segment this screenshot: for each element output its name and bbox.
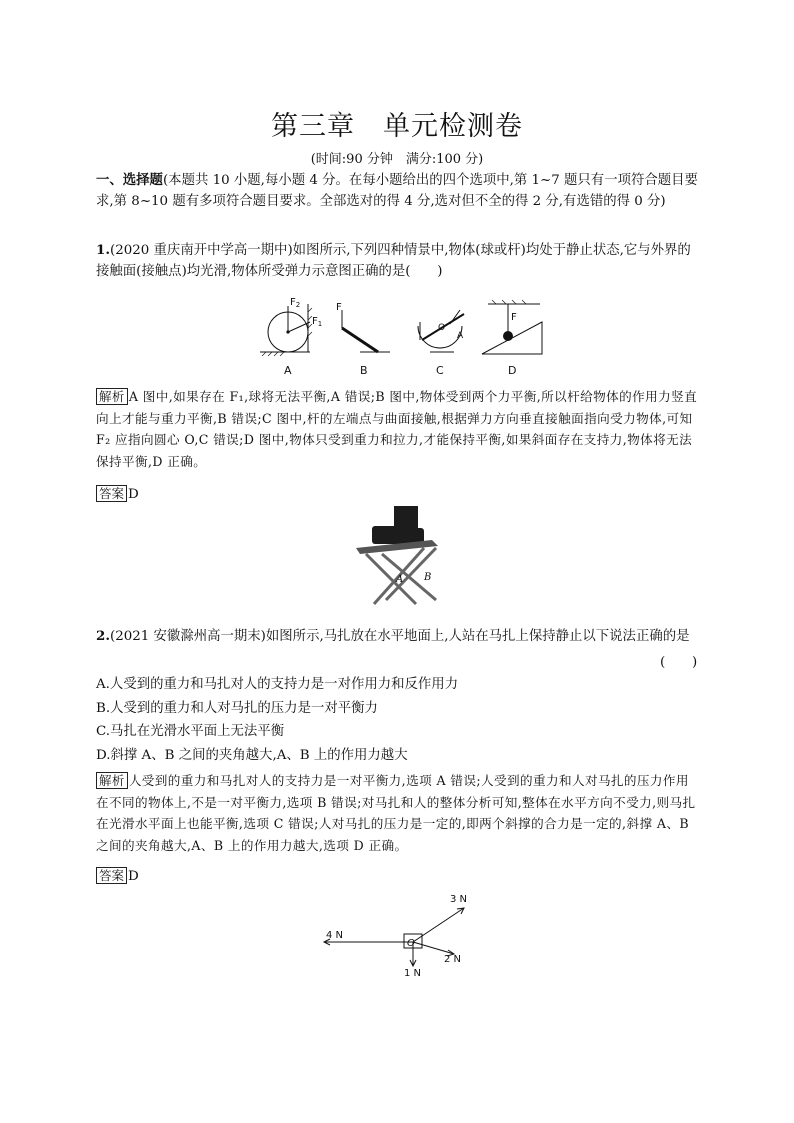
question-2-stem bbox=[96, 626, 700, 647]
answer-tag: 答案 bbox=[96, 867, 127, 884]
option-label: B bbox=[360, 364, 368, 377]
answer-paren: ( ) bbox=[660, 655, 698, 670]
strut-a-label: A bbox=[396, 574, 404, 585]
force-label: F bbox=[312, 316, 318, 327]
answer-value: D bbox=[128, 487, 139, 502]
svg-text:F2 bbox=[290, 297, 300, 309]
option-label: C bbox=[436, 364, 444, 377]
option-b: B.人受到的重力和人对马扎的压力是一对平衡力 bbox=[96, 701, 378, 716]
analysis-tag: 解析 bbox=[96, 772, 128, 789]
analysis-tag: 解析 bbox=[96, 388, 128, 405]
force-2n-label: 2 N bbox=[444, 954, 462, 965]
exam-info: (时间:90 分钟 满分:100 分) bbox=[310, 152, 484, 167]
force-3n-label: 3 N bbox=[450, 894, 468, 905]
force-label: F bbox=[290, 297, 296, 308]
section-text: (本题共 10 小题,每小题 4 分。在每小题给出的四个选项中,第 1~7 题只有一项符合题目要求,第 8~10 题有多项符合题目要求。全部选对的得 4 分,选对但不全的得 2 分,有选错的得 0 分) bbox=[96, 173, 698, 209]
answer-tag: 答案 bbox=[96, 485, 127, 502]
option-label: D bbox=[508, 364, 517, 377]
point-a-label: A bbox=[457, 331, 464, 341]
question-1-answer bbox=[96, 484, 700, 505]
question-1-figure bbox=[250, 296, 550, 378]
question-3-force-figure bbox=[318, 890, 478, 980]
hanging-ball bbox=[503, 331, 513, 341]
question-number: 2. bbox=[96, 628, 110, 644]
question-text: (2020 重庆南开中学高一期中)如图所示,下列四种情景中,物体(球或杆)均处于静止状态,它与外界的接触面(接触点)均光滑,物体所受弹力示意图正确的是( ) bbox=[96, 243, 691, 279]
option-d: D.斜撑 A、B 之间的夹角越大,A、B 上的作用力越大 bbox=[96, 748, 408, 763]
force-label: F bbox=[336, 302, 342, 313]
force-1n-label: 1 N bbox=[404, 968, 422, 979]
strut-b-label: B bbox=[424, 572, 432, 583]
analysis-text: A 图中,如果存在 F₁,球将无法平衡,A 错误;B 图中,物体受到两个力平衡,所以杆给物体的作用力竖直向上才能与重力平衡,B 错误;C 图中,杆的左端点与曲面接触,根据弹力方向垂直接触面指向受力物体,可知 F₂ 应指向圆心 O,C 错误;D 图中,物体只受到重力和拉力,才能保持平衡,如果斜面存在支持力,物体将无法保持平衡,D 正确。 bbox=[96, 389, 698, 469]
option-c: C.马扎在光滑水平面上无法平衡 bbox=[96, 724, 285, 739]
point-o-label: O bbox=[407, 938, 415, 949]
question-1-analysis bbox=[96, 386, 700, 472]
analysis-text: 人受到的重力和马扎对人的支持力是一对平衡力,选项 A 错误;人受到的重力和人对马扎的压力作用在不同的物体上,不是一对平衡力,选项 B 错误;对马扎和人的整体分析可知,整体在水平方向不受力,则马扎在光滑水平面上也能平衡,选项 C 错误;人对马扎的压力是一定的,即两个斜撑的合力是一定的,斜撑 A、B 之间的夹角越大,A、B 上的作用力越大,选项 D 正确。 bbox=[96, 773, 696, 853]
section-heading: 一、选择题 bbox=[96, 173, 163, 188]
section-instructions bbox=[96, 170, 700, 212]
force-label: F bbox=[511, 312, 517, 323]
force-subscript: 2 bbox=[295, 301, 301, 309]
option-a: A.人受到的重力和马扎对人的支持力是一对作用力和反作用力 bbox=[96, 677, 459, 692]
question-number: 1. bbox=[96, 242, 110, 258]
option-label: A bbox=[284, 364, 292, 377]
question-2-answer bbox=[96, 866, 700, 887]
answer-value: D bbox=[128, 869, 139, 884]
question-1-stem bbox=[96, 240, 700, 282]
point-o-label: O bbox=[438, 323, 446, 333]
svg-text:F1 bbox=[312, 316, 322, 328]
question-2-analysis bbox=[96, 770, 700, 856]
force-4n-label: 4 N bbox=[326, 930, 344, 941]
question-text: (2021 安徽滁州高一期末)如图所示,马扎放在水平地面上,人站在马扎上保持静止以下说法正确的是 bbox=[109, 629, 690, 644]
force-subscript: 1 bbox=[317, 320, 323, 328]
page-title: 第三章 单元检测卷 bbox=[271, 111, 523, 142]
question-2-figure bbox=[346, 504, 446, 608]
